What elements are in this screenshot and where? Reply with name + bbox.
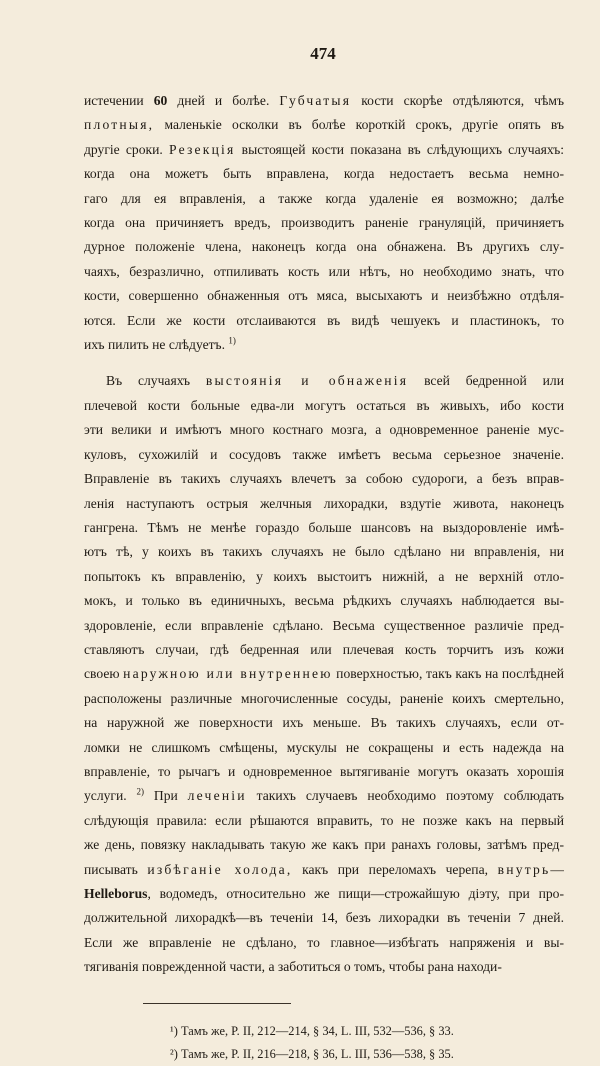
page-number: 474 [310, 44, 336, 63]
bold-text: 60 [153, 93, 168, 108]
text-line [84, 443, 564, 467]
footnotes [84, 1020, 566, 1066]
text-line [84, 418, 564, 442]
spaced-emphasis: Резекція [168, 141, 236, 157]
text-line [84, 369, 564, 393]
text-run: ломки не слишкомъ смѣщены, мускулы не сокращены и есть надежда на [84, 739, 564, 755]
text-line [84, 113, 564, 137]
text-line [84, 394, 564, 418]
text-line [84, 540, 564, 564]
text-run: ютъ тѣ, у коихъ въ такихъ случаяхъ не было сдѣлано ни вправленія, ни [84, 544, 564, 560]
text-run: вправленіе, то рычагъ и одновременное вытягиваніе могутъ оказать хорошія [84, 763, 564, 779]
text-run: своею [84, 666, 124, 682]
footnote-ref: 1) [228, 335, 236, 346]
text-run: ленія наступаютъ острыя желчныя лихорадки, вздутіе живота, наконецъ [84, 495, 564, 511]
text-run: ихъ пилить не слѣдуетъ. [84, 337, 229, 353]
text-line [84, 784, 564, 808]
footnote: ²) Тамъ же, P. II, 216—218, § 36, L. III, 536—538, § 35. [170, 1046, 454, 1061]
spaced-emphasis: выстоянія и обнаженія [205, 373, 409, 389]
text-run: Въ случаяхъ [106, 373, 206, 389]
text-run: слѣдующія правила: если рѣшаются вправить, то не позже какъ на первый [84, 812, 564, 828]
paragraph [84, 89, 564, 357]
text-line [84, 931, 564, 955]
text-line [84, 906, 564, 930]
text-line [84, 235, 564, 259]
text-run: дней и болѣе. [167, 93, 280, 108]
text-run: кости скорѣе отдѣляются, чѣмъ [351, 93, 564, 108]
text-line [84, 760, 564, 784]
text-line [84, 809, 564, 833]
spaced-emphasis: леченіи [187, 788, 247, 804]
text-run: на наружной же поверхности ихъ меньше. Въ такихъ случаяхъ, если от- [84, 715, 564, 731]
text-line [84, 162, 564, 186]
text-run: другіе сроки. [84, 141, 169, 157]
text-run: здоровленіе, если вправленіе сдѣлано. Весьма существенное различіе пред- [84, 617, 564, 633]
text-line [84, 662, 564, 686]
footnote-ref: 2) [136, 786, 145, 797]
text-run: когда она причиняетъ вредъ, производитъ раненіе грануляцій, причиняетъ [84, 215, 564, 231]
text-run: Если же вправленіе не сдѣлано, то главное—избѣгать напряженія и вы- [84, 934, 564, 950]
text-line [84, 309, 564, 333]
text-run: выстоящей кости показана въ слѣдующихъ случаяхъ: [235, 141, 564, 157]
text-line [84, 211, 564, 235]
text-run: плечевой кости больные едва-ли могутъ остаться въ живыхъ, ибо кости [84, 397, 564, 413]
text-run: гангрена. Тѣмъ не менѣе гораздо больше шансовъ на выздоровленіе имѣ- [84, 519, 564, 535]
text-run: должительной лихорадкѣ—въ теченіи 14, безъ лихорадки въ теченіи 7 дней. [84, 910, 564, 926]
text-run: всей бедренной или [408, 373, 564, 389]
text-run: расположены различные многочисленные сосуды, раненіе коихъ смертельно, [84, 690, 564, 706]
text-line [84, 284, 564, 308]
text-run: попытокъ къ вправленію, у коихъ выстоитъ нижній, а не верхній отло- [84, 568, 564, 584]
text-run: , водомедъ, относительно же пищи—строжайшую діэту, при про- [147, 886, 564, 901]
text-line [84, 467, 564, 491]
text-run: тягиванія поврежденной части, а заботиться о томъ, чтобы рана находи- [84, 959, 502, 975]
footnote-divider [143, 1003, 291, 1004]
text-line [84, 833, 564, 857]
text-line [84, 89, 564, 113]
text-line [84, 333, 564, 357]
text-run: — [550, 861, 564, 877]
text-run: Вправленіе въ такихъ случаяхъ влечетъ за собою судороги, а безъ вправ- [84, 471, 564, 487]
text-run: чаяхъ, безразлично, отпиливать кость или нѣтъ, но необходимо знать, что [84, 263, 564, 279]
bold-text: Helleborus [84, 886, 148, 901]
spaced-emphasis: внутрь [497, 861, 551, 877]
text-run: услуги. [84, 788, 137, 804]
text-run: эти велики и имѣютъ много костнаго мозга, а одновременное раненіе мус- [84, 422, 564, 438]
text-line [84, 711, 564, 735]
text-line [84, 736, 564, 760]
text-line [84, 638, 564, 662]
text-run: поверхностью, такъ какъ на послѣдней [332, 666, 564, 682]
text-run: истечении [84, 93, 154, 108]
text-line [84, 882, 564, 906]
text-run: какъ при переломахъ черепа, [292, 861, 498, 877]
text-line [84, 516, 564, 540]
text-line [84, 187, 564, 211]
text-line [84, 565, 564, 589]
text-run: ются. Если же кости отслаиваются въ видѣ чешуекъ и пластинокъ, то [84, 312, 564, 328]
text-run: ставляютъ случаи, гдѣ бедренная или плечевая кость торчитъ изъ кожи [84, 641, 564, 657]
text-line [84, 260, 564, 284]
spaced-emphasis: Губчатыя [279, 93, 352, 108]
text-run: такихъ случаевъ необходимо поэтому соблюдать [246, 788, 564, 804]
text-run: При [144, 788, 188, 804]
body-text [84, 89, 564, 980]
text-run: гаго для ея вправленія, а также когда удаленіе ея возможно; далѣе [84, 190, 564, 206]
text-line [84, 492, 564, 516]
text-run: мокъ, и только въ единичныхъ, весьма рѣдкихъ случаяхъ наблюдается вы- [84, 593, 564, 609]
footnote: ¹) Тамъ же, P. II, 212—214, § 34, L. III, 532—536, § 33. [170, 1023, 454, 1038]
text-line [84, 614, 564, 638]
text-run: дурное положеніе члена, наконецъ когда она обнажена. Въ другихъ слу- [84, 239, 564, 255]
spaced-emphasis: избѣганіе холода, [147, 861, 293, 877]
text-run: маленькіе осколки въ болѣе короткій срокъ, другіе опять въ [154, 117, 564, 133]
text-run: кости, совершенно обнаженныя отъ мяса, высыхаютъ и неизбѣжно отдѣля- [84, 288, 564, 304]
spaced-emphasis: наружною или внутреннею [123, 666, 333, 682]
text-run: писывать [84, 861, 148, 877]
text-run: куловъ, сухожилій и сосудовъ также имѣетъ весьма серьезное значеніе. [84, 446, 564, 462]
text-line [84, 138, 564, 162]
text-line [84, 858, 564, 882]
text-line [84, 589, 564, 613]
text-line [84, 955, 564, 979]
spaced-emphasis: плотныя, [84, 117, 155, 133]
text-line [84, 687, 564, 711]
text-run: когда она можетъ быть вправлена, когда недостаетъ весьма немно- [84, 166, 564, 182]
text-run: же день, повязку накладывать такую же какъ при ранахъ головы, затѣмъ пред- [84, 837, 564, 853]
paragraph [84, 369, 564, 979]
